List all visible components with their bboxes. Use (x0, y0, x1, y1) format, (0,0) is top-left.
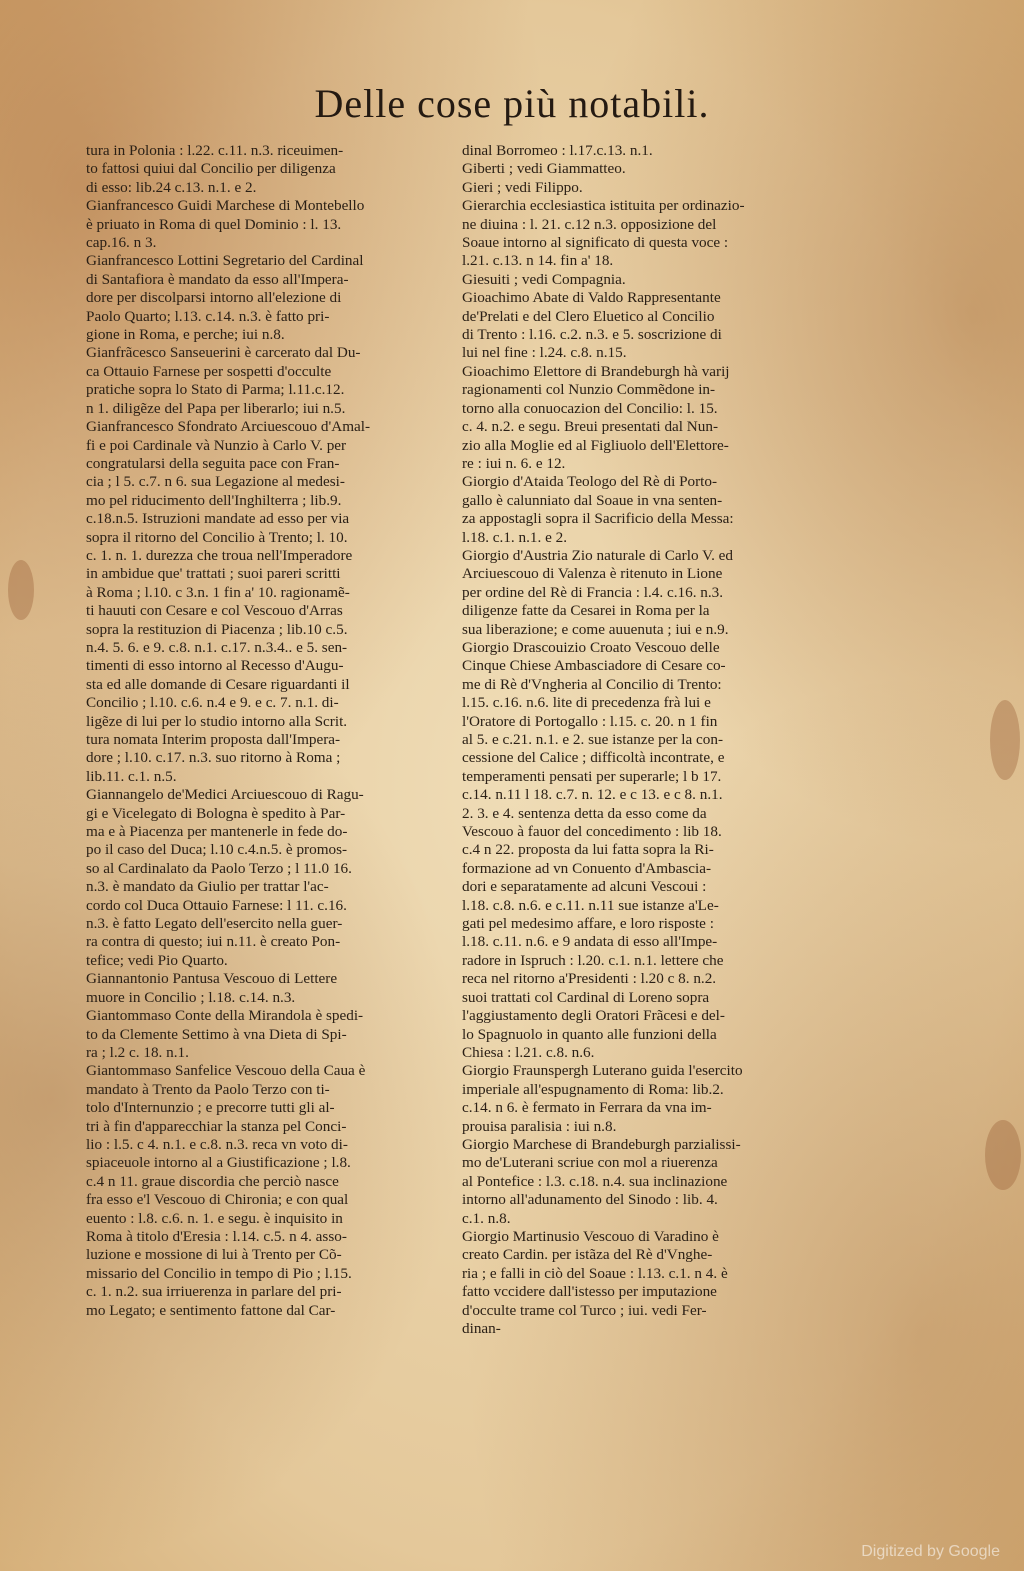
index-entry-line: tolo d'Internunzio ; e precorre tutti gli al- (86, 1099, 335, 1117)
index-entry-line: Giesuiti ; vedi Compagnia. (462, 270, 626, 288)
index-column-right (462, 142, 824, 1338)
index-entry-line: Gianfrancesco Guidi Marchese di Montebello (86, 197, 365, 215)
index-entry-line: d'occulte trame col Turco ; iui. vedi Fer- (462, 1301, 707, 1319)
index-entry-line: po il caso del Duca; l.10 c.4.n.5. è promos- (86, 841, 348, 859)
index-entry-line: sta ed alle domande di Cesare riguardanti il (86, 675, 350, 693)
index-entry-line: Giannangelo de'Medici Arciuescouo di Ragu- (86, 786, 364, 804)
index-entry (462, 547, 824, 639)
index-entry-line: Gianfrancesco Sfondrato Arciuescouo d'Amal- (86, 418, 371, 436)
index-entry-line: missario del Concilio in tempo di Pio ; l.15. (86, 1264, 352, 1282)
index-entry-line: me di Rè d'Vngheria al Concilio di Trento: (462, 675, 722, 693)
index-entry-line: sopra il ritorno del Concilio à Trento; l. 10. (86, 528, 348, 546)
index-entry-line: l.15. c.16. n.6. lite di precedenza frà lui e (462, 694, 711, 712)
index-entry-line: Giorgio Martinusio Vescouo di Varadino è (462, 1227, 719, 1245)
index-entry-line: l.21. c.13. n 14. fin a' 18. (462, 252, 614, 270)
index-entry-line: in ambidue que' trattati ; suoi pareri scritti (86, 565, 341, 583)
index-entry-line: gi e Vicelegato di Bologna è spedito à Par- (86, 804, 346, 822)
index-entry-line: Arciuescouo di Valenza è ritenuto in Lione (462, 565, 723, 583)
index-entry-line: di Trento : l.16. c.2. n.3. e 5. soscrizione di (462, 326, 722, 344)
index-entry (462, 1136, 824, 1228)
index-entry-line: l'Oratore di Portogallo : l.15. c. 20. n 1 fin (462, 712, 718, 730)
index-entry-line: fra esso e'l Vescouo di Chironia; e con qual (86, 1191, 349, 1209)
index-entry-line: ma e à Piacenza per mantenerle in fede do- (86, 823, 348, 841)
page-title: Delle cose più notabili. (314, 81, 710, 126)
index-entry-line: dori e separatamente ad alcuni Vescoui : (462, 878, 707, 896)
index-entry-line: lo Spagnuolo in quanto alle funzioni della (462, 1025, 717, 1043)
index-entry-line: è priuato in Roma di quel Dominio : l. 13. (86, 215, 342, 233)
index-entry-line: c.4 n 22. proposta da lui fatta sopra la Ri- (462, 841, 714, 859)
index-entry-line: gallo è calunniato dal Soaue in vna senten- (462, 491, 723, 509)
index-entry-line: lui nel fine : l.24. c.8. n.15. (462, 344, 627, 362)
index-entry-line: Giantommaso Conte della Mirandola è spedi- (86, 1007, 364, 1025)
index-entry-line: Giorgio d'Ataida Teologo del Rè di Porto- (462, 473, 718, 491)
index-entry-line: Giannantonio Pantusa Vescouo di Lettere (86, 970, 338, 988)
index-entry-line: imperiale all'espugnamento di Roma: lib.2. (462, 1080, 724, 1098)
index-entry-line: radore in Ispruch : l.20. c.1. n.1. lettere che (462, 951, 724, 969)
index-entry-line: Gieri ; vedi Filippo. (462, 178, 583, 196)
index-entry (462, 197, 824, 271)
index-entry-line: n.3. è fatto Legato dell'esercito nella guer- (86, 915, 343, 933)
index-entry (462, 179, 824, 197)
index-entry (462, 1062, 824, 1136)
index-entry-line: c. 1. n. 1. durezza che troua nell'Imperadore (86, 546, 353, 564)
index-entry-line: c.1. n.8. (462, 1209, 511, 1227)
index-entry-line: lio : l.5. c 4. n.1. e c.8. n.3. reca vn voto di- (86, 1135, 348, 1153)
index-entry-line: diligenze fatte da Cesarei in Roma per la (462, 602, 710, 620)
index-entry-line: Chiesa : l.21. c.8. n.6. (462, 1043, 595, 1061)
index-entry (86, 142, 458, 197)
digitization-watermark: Digitized by Google (861, 1543, 1000, 1560)
index-entry-line: mo pel riducimento dell'Inghilterra ; lib.9. (86, 491, 342, 509)
index-entry-line: ra contra di questo; iui n.11. è creato Pon- (86, 933, 341, 951)
index-entry-line: al 5. e c.21. n.1. e 2. sue istanze per la con- (462, 731, 724, 748)
index-entry-line: ti hauuti con Cesare e col Vescouo d'Arras (86, 602, 343, 620)
index-entry-line: pratiche sopra lo Stato di Parma; l.11.c.12. (86, 381, 345, 399)
index-entry-line: ria ; e falli in ciò del Soaue : l.13. c.1. n 4. è (462, 1264, 728, 1282)
index-entry-line: sopra la restituzion di Piacenza ; lib.10 c.5. (86, 620, 348, 638)
index-entry (86, 1062, 458, 1320)
index-entry-line: n.3. è mandato da Giulio per trattar l'ac- (86, 878, 329, 896)
index-entry-line: dore per discolparsi intorno all'elezione di (86, 289, 342, 307)
index-entry-line: c.18.n.5. Istruzioni mandate ad esso per via (86, 510, 350, 528)
index-entry-line: fatto vccidere dall'istesso per imputazione (462, 1283, 717, 1301)
index-entry-line: Giorgio Drascouizio Croato Vescouo delle (462, 638, 720, 656)
index-entry-line: to fattosi quiui dal Concilio per diligenza (86, 160, 336, 178)
index-entry-line: Giorgio Marchese di Brandeburgh parzialissi- (462, 1135, 741, 1153)
index-entry-line: Paolo Quarto; l.13. c.14. n.3. è fatto pri- (86, 307, 330, 325)
index-entry-line: tri à fin d'apparecchiar la stanza pel Conci- (86, 1117, 347, 1135)
index-column-left (86, 142, 458, 1320)
index-entry-line: cessione del Calice ; difficoltà incontrate, e (462, 749, 725, 767)
index-entry-line: Soaue intorno al significato di questa voce : (462, 234, 729, 252)
index-entry-line: congratularsi della seguita pace con Fran- (86, 454, 340, 472)
index-entry-line: c.4 n 11. graue discordia che perciò nasce (86, 1172, 339, 1190)
index-entry-line: al Pontefice : l.3. c.18. n.4. sua inclinazione (462, 1172, 728, 1190)
index-entry-line: de'Prelati e del Clero Eluetico al Concilio (462, 307, 715, 325)
index-entry-line: ligẽze di lui per lo studio intorno alla Scrit. (86, 712, 348, 730)
index-entry-line: intorno all'adunamento del Sinodo : lib. 4. (462, 1191, 718, 1209)
index-entry-line: c.14. n.11 l 18. c.7. n. 12. e c 13. e c 8. n.1. (462, 786, 723, 804)
paper-stain (8, 560, 34, 620)
index-entry-line: lib.11. c.1. n.5. (86, 767, 177, 785)
index-entry-line: ne diuina : l. 21. c.12 n.3. opposizione del (462, 215, 717, 233)
index-entry-line: cordo col Duca Ottauio Farnese: l 11. c.16. (86, 896, 347, 914)
paper-stain (990, 700, 1020, 780)
index-entry-line: formazione ad vn Conuento d'Ambascia- (462, 859, 712, 877)
index-entry (86, 252, 458, 344)
index-entry-line: l.18. c.1. n.1. e 2. (462, 528, 568, 546)
index-entry-line: c. 4. n.2. e segu. Breui presentati dal Nun- (462, 418, 719, 436)
index-entry (462, 363, 824, 473)
index-entry-line: tefice; vedi Pio Quarto. (86, 951, 228, 969)
index-entry-line: gione in Roma, e perche; iui n.8. (86, 326, 285, 344)
index-entry (86, 197, 458, 252)
index-entry-line: di Santafiora è mandato da esso all'Impera- (86, 270, 349, 288)
index-entry-line: Gianfrãcesco Sanseuerini è carcerato dal Du- (86, 344, 361, 362)
index-entry-line: cia ; l 5. c.7. n 6. sua Legazione al medesi- (86, 473, 345, 491)
index-entry-line: tura in Polonia : l.22. c.11. n.3. riceuimen- (86, 142, 344, 159)
index-entry-line: n.4. 5. 6. e 9. c.8. n.1. c.17. n.3.4.. e 5. sen- (86, 638, 348, 656)
index-entry-line: tura nomata Interim proposta dall'Impera- (86, 731, 341, 748)
index-entry-line: Giberti ; vedi Giammatteo. (462, 160, 626, 178)
index-entry-line: re : iui n. 6. e 12. (462, 454, 566, 472)
index-entry-line: Cinque Chiese Ambasciadore di Cesare co- (462, 657, 726, 675)
index-entry-line: di esso: lib.24 c.13. n.1. e 2. (86, 178, 257, 196)
index-entry-line: Giorgio Fraunspergh Luterano guida l'esercito (462, 1062, 743, 1080)
index-entry-line: Vescouo à fauor del concedimento : lib 18. (462, 823, 722, 841)
index-entry (462, 271, 824, 289)
index-entry-line: muore in Concilio ; l.18. c.14. n.3. (86, 988, 296, 1006)
index-entry (462, 1228, 824, 1338)
index-entry-line: Gianfrancesco Lottini Segretario del Cardinal (86, 252, 364, 270)
index-entry-line: mandato à Trento da Paolo Terzo con ti- (86, 1080, 330, 1098)
index-entry-line: fi e poi Cardinale và Nunzio à Carlo V. per (86, 436, 347, 454)
index-entry-line: dore ; l.10. c.17. n.3. suo ritorno à Roma ; (86, 749, 341, 767)
index-entry-line: Gioachimo Abate di Valdo Rappresentante (462, 289, 721, 307)
index-entry-line: timenti di esso intorno al Recesso d'Augu- (86, 657, 344, 675)
index-entry-line: sua liberazione; e come auuenuta ; iui e n.9. (462, 620, 729, 638)
index-entry-line: gati pel medesimo affare, e loro risposte : (462, 915, 714, 933)
index-entry-line: ragionamenti col Nunzio Commẽdone in- (462, 381, 716, 399)
index-entry-line: Concilio ; l.10. c.6. n.4 e 9. e c. 7. n.1. di- (86, 694, 339, 712)
index-entry-line: 2. 3. e 4. sentenza detta da esso come da (462, 804, 707, 822)
index-entry (462, 142, 824, 160)
index-entry-line: per ordine del Rè di Francia : l.4. c.16. n.3. (462, 583, 724, 601)
index-entry (86, 344, 458, 418)
index-entry-line: n 1. diligẽze del Papa per liberarlo; iui n.5. (86, 399, 346, 417)
index-entry (462, 639, 824, 1062)
index-entry-line: c. 1. n.2. sua irriuerenza in parlare del pri- (86, 1283, 342, 1301)
index-entry-line: Gierarchia ecclesiastica istituita per ordinazio- (462, 197, 745, 215)
index-entry-line: so al Cardinalato da Paolo Terzo ; l 11.0 16. (86, 859, 352, 877)
index-entry-line: Gioachimo Elettore di Brandeburgh hà varij (462, 362, 730, 380)
index-entry-line: mo Legato; e sentimento fattone dal Car- (86, 1301, 336, 1319)
index-entry-line: to da Clemente Settimo à vna Dieta di Spi- (86, 1025, 347, 1043)
index-entry-line: c.14. n 6. è fermato in Ferrara da vna im- (462, 1099, 712, 1117)
index-entry (86, 786, 458, 970)
index-entry-line: à Roma ; l.10. c 3.n. 1 fin a' 10. ragionamẽ- (86, 583, 350, 601)
index-entry-line: Giantommaso Sanfelice Vescouo della Caua è (86, 1062, 366, 1080)
index-entry-line: Roma à titolo d'Eresia : l.14. c.5. n 4. asso- (86, 1227, 347, 1245)
index-entry-line: creato Cardin. per istãza del Rè d'Vnghe- (462, 1246, 713, 1264)
index-entry-line: zio alla Moglie ed al Figliuolo dell'Elettore- (462, 436, 729, 454)
index-entry-line: prouisa paralisia : iui n.8. (462, 1117, 617, 1135)
index-entry-line: luzione e mossione di lui à Trento per Cõ- (86, 1246, 342, 1264)
index-entry-line: l.18. c.8. n.6. e c.11. n.11 sue istanze a'Le- (462, 896, 719, 914)
index-entry-line: ra ; l.2 c. 18. n.1. (86, 1043, 189, 1061)
index-entry-line: ca Ottauio Farnese per sospetti d'occulte (86, 362, 332, 380)
index-entry-line: temperamenti pensati per superarle; l b 17. (462, 767, 722, 785)
index-entry-line: euento : l.8. c.6. n. 1. e segu. è inquisito in (86, 1209, 343, 1227)
index-entry (462, 160, 824, 178)
index-entry-line: l'aggiustamento degli Oratori Frãcesi e del- (462, 1007, 725, 1025)
index-entry-line: torno alla conuocazion del Concilio: l. 15. (462, 399, 718, 417)
index-entry-line: l.18. c.11. n.6. e 9 andata di esso all'Impe- (462, 933, 718, 951)
index-entry-line: reca nel ritorno a'Presidenti : l.20 c 8. n.2. (462, 970, 717, 988)
index-entry-line: cap.16. n 3. (86, 234, 157, 252)
index-entry-line: za appostagli sopra il Sacrificio della Messa: (462, 510, 734, 528)
index-entry-line: Giorgio d'Austria Zio naturale di Carlo V. ed (462, 546, 734, 564)
index-entry (462, 289, 824, 363)
index-entry-line: dinan- (462, 1320, 501, 1337)
index-entry-line: suoi trattati col Cardinal di Loreno sopra (462, 988, 710, 1006)
paper-stain (985, 1120, 1021, 1190)
index-entry (86, 418, 458, 786)
index-entry (462, 473, 824, 547)
index-entry-line: dinal Borromeo : l.17.c.13. n.1. (462, 142, 653, 159)
index-entry (86, 1007, 458, 1062)
index-entry (86, 970, 458, 1007)
index-entry-line: mo de'Luterani scriue con mol a riuerenza (462, 1154, 718, 1172)
index-entry-line: spiaceuole intorno al a Giustificazione ; l.8. (86, 1154, 351, 1172)
